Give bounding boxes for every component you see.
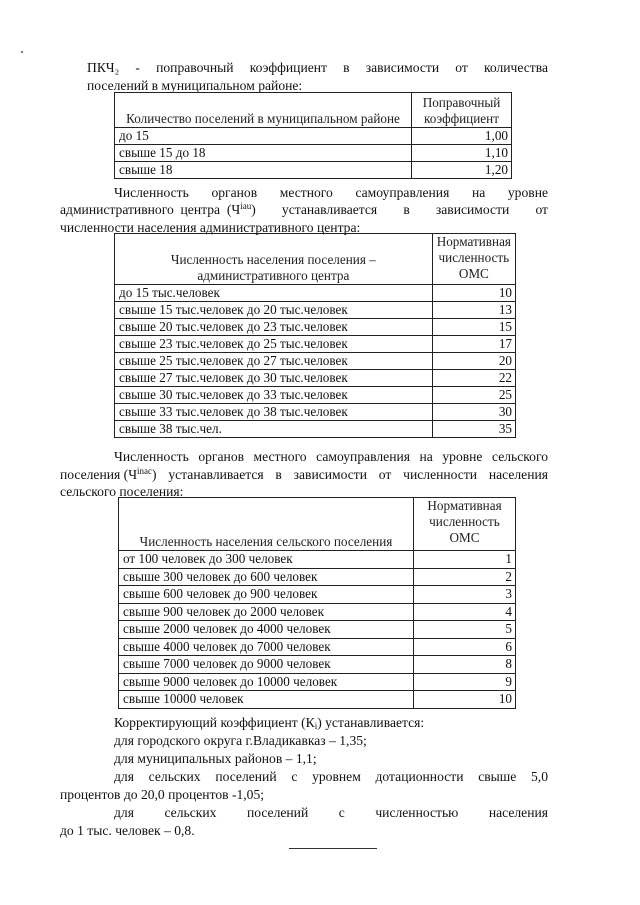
admin-para-line-2 (60, 201, 548, 219)
coef-text-a: Корректирующий коэффициент (К (114, 715, 315, 730)
col-header-settlements: Количество поселений в муниципальном районе (115, 93, 412, 128)
row-label: свыше 25 тыс.человек до 27 тыс.человек (115, 353, 433, 370)
row-label: свыше 10000 человек (119, 691, 414, 709)
admin-para-line-3: численности населения административного центра: (60, 220, 361, 235)
coef-item-districts: для муниципальных районов – 1,1; (114, 751, 317, 766)
table-admin-center (114, 233, 516, 438)
table-row (115, 319, 516, 336)
row-value: 30 (432, 404, 515, 421)
row-label: до 15 (115, 128, 412, 145)
row-label: свыше 30 тыс.человек до 33 тыс.человек (115, 387, 433, 404)
admin-para-text-b: ) устанавливается в зависимости от (251, 202, 548, 217)
table-row (115, 128, 512, 145)
row-label: свыше 18 (115, 162, 412, 179)
table-row (115, 302, 516, 319)
row-label: свыше 15 до 18 (115, 145, 412, 162)
row-label: свыше 38 тыс.чел. (115, 421, 433, 438)
coef-item-population-line-2: до 1 тыс. человек – 0,8. (60, 823, 195, 838)
table-row (115, 404, 516, 421)
closing-rule (289, 848, 377, 849)
coef-line-1 (114, 714, 424, 733)
col-header-population: Численность населения поселения – административного центра (115, 234, 433, 285)
row-label: свыше 9000 человек до 10000 человек (119, 673, 414, 691)
admin-para-subscript: iau (240, 201, 252, 211)
table-row (115, 370, 516, 387)
table-row (115, 353, 516, 370)
rural-para-line-2 (60, 466, 548, 484)
table-row (115, 336, 516, 353)
table-header-row (119, 498, 516, 551)
table-row (119, 603, 516, 621)
row-value: 13 (432, 302, 515, 319)
table-header-row (115, 234, 516, 285)
scan-speck (21, 51, 23, 53)
table-row (115, 162, 512, 179)
row-label: до 15 тыс.человек (115, 285, 433, 302)
rural-para-subscript: inac (137, 466, 153, 476)
row-label: свыше 20 тыс.человек до 23 тыс.человек (115, 319, 433, 336)
table-row (119, 691, 516, 709)
row-label: свыше 300 человек до 600 человек (119, 568, 414, 586)
row-label: свыше 27 тыс.человек до 30 тыс.человек (115, 370, 433, 387)
coef-item-subsidy-line-1: для сельских поселений с уровнем дотационности свыше 5,0 (114, 769, 548, 784)
row-value: 2 (414, 568, 516, 586)
coef-text-b: ) устанавливается: (317, 715, 425, 730)
table-settlements-coefficient (114, 92, 512, 179)
row-value: 25 (432, 387, 515, 404)
col-header-norm: Нормативная численность ОМС (432, 234, 515, 285)
row-value: 9 (414, 673, 516, 691)
row-value: 5 (414, 621, 516, 639)
row-label: свыше 33 тыс.человек до 38 тыс.человек (115, 404, 433, 421)
row-label: свыше 7000 человек до 9000 человек (119, 656, 414, 674)
row-value: 1 (414, 551, 516, 569)
coef-item-subsidy-line-2: процентов до 20,0 процентов -1,05; (60, 787, 265, 802)
admin-para-line-1: Численность органов местного самоуправления на уровне (114, 185, 548, 200)
row-value: 4 (414, 603, 516, 621)
row-value: 20 (432, 353, 515, 370)
row-value: 8 (414, 656, 516, 674)
table-row (119, 638, 516, 656)
col-header-norm: Нормативная численность ОМС (414, 498, 516, 551)
table-row (115, 421, 516, 438)
row-value: 17 (432, 336, 515, 353)
row-value: 35 (432, 421, 515, 438)
row-value: 22 (432, 370, 515, 387)
intro-line-1: ПКЧ₂ - поправочный коэффициент в зависимости от количества (87, 60, 548, 75)
rural-para-line-3: сельского поселения: (60, 484, 184, 499)
row-label: свыше 900 человек до 2000 человек (119, 603, 414, 621)
admin-para-text-a: административного центра (Ч (60, 202, 241, 217)
row-value: 10 (432, 285, 515, 302)
col-header-population: Численность населения сельского поселения (119, 498, 414, 551)
table-header-row (115, 93, 512, 128)
coef-subscript: i (314, 721, 318, 731)
table-row (119, 621, 516, 639)
row-value: 15 (432, 319, 515, 336)
table-row (115, 387, 516, 404)
table-row (115, 285, 516, 302)
rural-para-line-1: Численность органов местного самоуправления на уровне сельского (114, 449, 548, 464)
rural-para-text-b: ) устанавливается в зависимости от численности населения (152, 467, 548, 482)
row-value: 10 (414, 691, 516, 709)
table-rural-settlement (118, 497, 516, 709)
table-row (119, 656, 516, 674)
col-header-coefficient: Поправочный коэффициент (412, 93, 512, 128)
row-label: свыше 600 человек до 900 человек (119, 586, 414, 604)
row-value: 3 (414, 586, 516, 604)
row-value: 6 (414, 638, 516, 656)
table-row (119, 568, 516, 586)
row-value: 1,20 (412, 162, 512, 179)
coef-item-population-line-1: для сельских поселений с численностью населения (114, 805, 548, 820)
table-row (115, 145, 512, 162)
intro-line-2: поселений в муниципальном районе: (87, 78, 303, 93)
row-value: 1,10 (412, 145, 512, 162)
row-label: свыше 23 тыс.человек до 25 тыс.человек (115, 336, 433, 353)
table-row (119, 586, 516, 604)
row-label: свыше 15 тыс.человек до 20 тыс.человек (115, 302, 433, 319)
row-label: свыше 2000 человек до 4000 человек (119, 621, 414, 639)
table-row (119, 551, 516, 569)
rural-para-text-a: поселения (Ч (60, 467, 138, 482)
row-value: 1,00 (412, 128, 512, 145)
coef-item-city: для городского округа г.Владикавказ – 1,35; (114, 733, 367, 748)
table-row (119, 673, 516, 691)
row-label: от 100 человек до 300 человек (119, 551, 414, 569)
row-label: свыше 4000 человек до 7000 человек (119, 638, 414, 656)
